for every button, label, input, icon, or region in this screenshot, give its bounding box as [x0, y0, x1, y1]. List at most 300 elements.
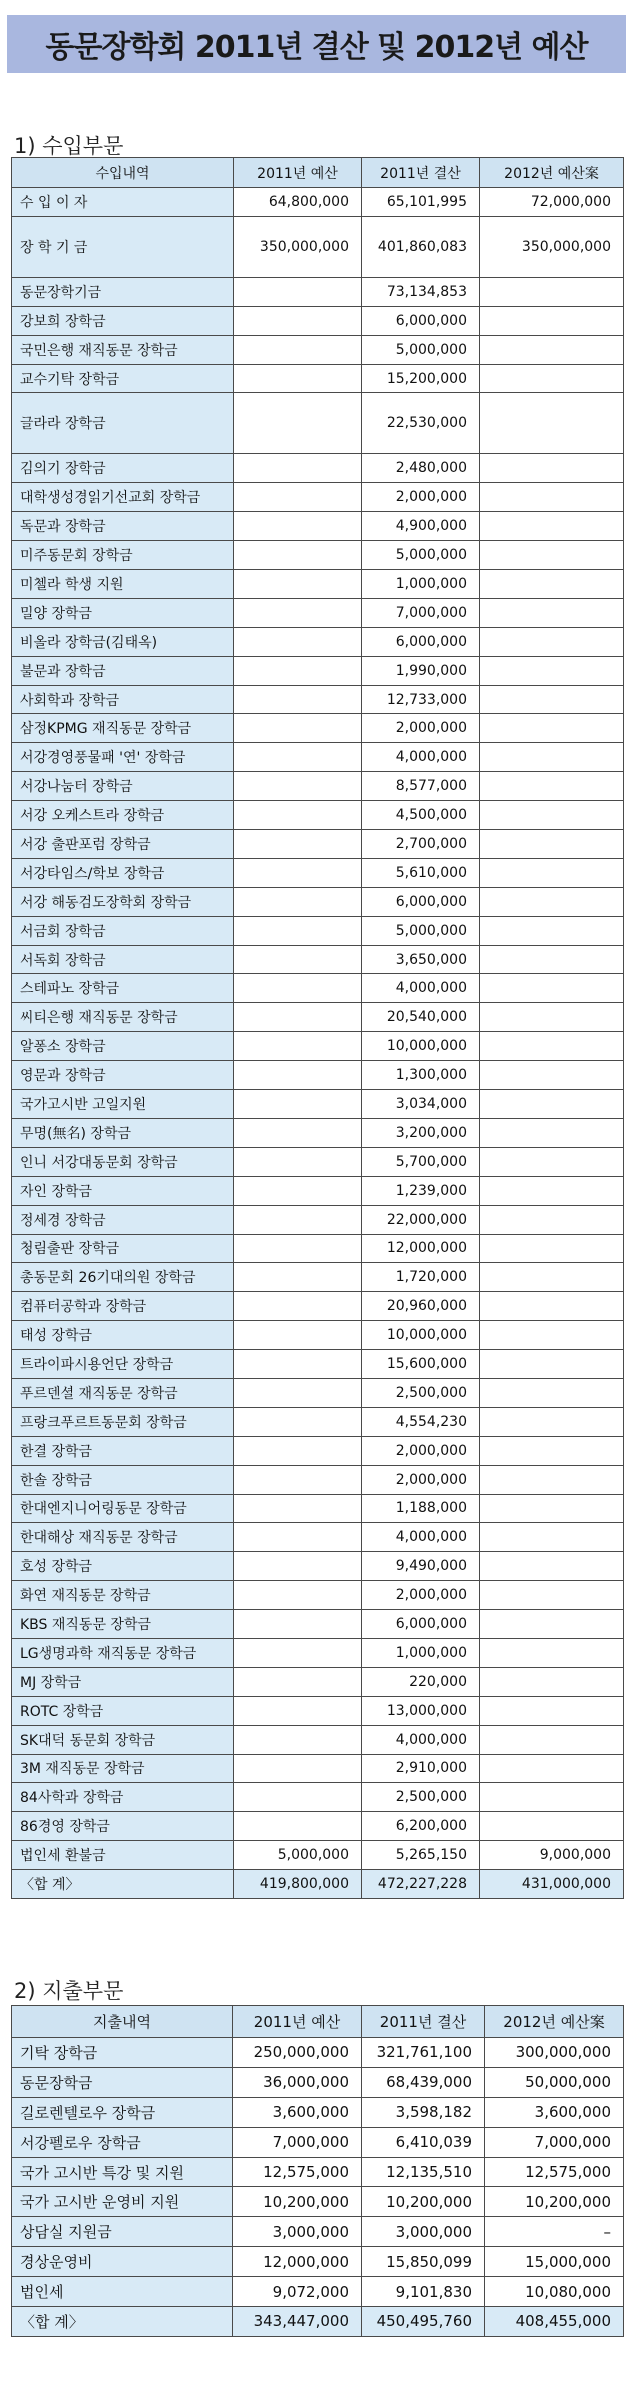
table-row — [12, 1667, 624, 1696]
settlement-2011-cell: 3,200,000 — [362, 1118, 480, 1147]
settlement-2011-cell: 2,480,000 — [362, 454, 480, 483]
row-label: 한솔 장학금 — [12, 1465, 234, 1494]
budget-2012-cell — [480, 1552, 624, 1581]
budget-2011-cell — [234, 1523, 362, 1552]
table-row — [12, 945, 624, 974]
budget-2012-cell — [480, 801, 624, 830]
budget-2012-cell — [480, 598, 624, 627]
expense-header-item: 지출내역 — [12, 2006, 233, 2038]
row-label: 씨티은행 재직동문 장학금 — [12, 1003, 234, 1032]
settlement-2011-cell: 5,265,150 — [362, 1841, 480, 1870]
settlement-2011-cell: 1,990,000 — [362, 656, 480, 685]
table-row — [12, 2038, 624, 2068]
settlement-2011-cell: 15,200,000 — [362, 364, 480, 393]
table-row — [12, 2157, 624, 2187]
table-row — [12, 1321, 624, 1350]
settlement-2011-cell: 12,000,000 — [362, 1234, 480, 1263]
budget-2012-cell — [480, 945, 624, 974]
budget-2012-cell — [480, 1263, 624, 1292]
budget-2011-cell — [234, 1350, 362, 1379]
row-label: 국가 고시반 특강 및 지원 — [12, 2157, 233, 2187]
budget-2011-cell: 250,000,000 — [233, 2038, 362, 2068]
row-label: 삼정KPMG 재직동문 장학금 — [12, 714, 234, 743]
income-header-budget-2012: 2012년 예산案 — [480, 158, 624, 188]
budget-2011-cell — [234, 1003, 362, 1032]
table-row — [12, 364, 624, 393]
budget-2012-cell — [480, 1234, 624, 1263]
table-row — [12, 1118, 624, 1147]
budget-2011-cell — [234, 1234, 362, 1263]
settlement-2011-cell: 13,000,000 — [362, 1696, 480, 1725]
row-label: ROTC 장학금 — [12, 1696, 234, 1725]
row-label: 법인세 환불금 — [12, 1841, 234, 1870]
row-label: 국민은행 재직동문 장학금 — [12, 335, 234, 364]
table-row — [12, 1841, 624, 1870]
budget-2012-cell — [480, 1118, 624, 1147]
budget-2011-cell — [234, 1783, 362, 1812]
settlement-2011-cell: 5,700,000 — [362, 1147, 480, 1176]
budget-2012-cell — [480, 772, 624, 801]
table-row — [12, 188, 624, 217]
row-label: 3M 재직동문 장학금 — [12, 1754, 234, 1783]
settlement-2011-cell: 472,227,228 — [362, 1870, 480, 1899]
table-row — [12, 1032, 624, 1061]
row-label: 서독회 장학금 — [12, 945, 234, 974]
table-row — [12, 2247, 624, 2277]
budget-2011-cell — [234, 1407, 362, 1436]
budget-2012-cell: 15,000,000 — [485, 2247, 624, 2277]
settlement-2011-cell: 65,101,995 — [362, 188, 480, 217]
table-row — [12, 1263, 624, 1292]
table-row — [12, 1205, 624, 1234]
table-row — [12, 1725, 624, 1754]
settlement-2011-cell: 22,530,000 — [362, 393, 480, 454]
budget-2012-cell — [480, 1090, 624, 1119]
row-label: 한대해상 재직동문 장학금 — [12, 1523, 234, 1552]
settlement-2011-cell: 68,439,000 — [362, 2067, 485, 2097]
budget-2011-cell: 12,000,000 — [233, 2247, 362, 2277]
budget-2012-cell: 350,000,000 — [480, 216, 624, 277]
income-header-row — [12, 158, 624, 188]
row-label: 비올라 장학금(김태옥) — [12, 627, 234, 656]
row-label: 호성 장학금 — [12, 1552, 234, 1581]
budget-2011-cell — [234, 1263, 362, 1292]
settlement-2011-cell: 1,239,000 — [362, 1176, 480, 1205]
row-label: 인니 서강대동문회 장학금 — [12, 1147, 234, 1176]
budget-2012-cell — [480, 570, 624, 599]
budget-2012-cell — [480, 1436, 624, 1465]
table-row — [12, 1234, 624, 1263]
budget-2011-cell — [234, 1378, 362, 1407]
budget-2011-cell: 64,800,000 — [234, 188, 362, 217]
row-label: 한결 장학금 — [12, 1436, 234, 1465]
table-row — [12, 1581, 624, 1610]
budget-2012-cell — [480, 1407, 624, 1436]
table-row — [12, 512, 624, 541]
income-table — [11, 157, 624, 1899]
budget-2012-cell — [480, 656, 624, 685]
budget-2011-cell — [234, 974, 362, 1003]
expense-header-budget-2012: 2012년 예산案 — [485, 2006, 624, 2038]
row-label: 기탁 장학금 — [12, 2038, 233, 2068]
budget-2011-cell: 350,000,000 — [234, 216, 362, 277]
table-row — [12, 685, 624, 714]
budget-2012-cell: 431,000,000 — [480, 1870, 624, 1899]
table-row — [12, 1754, 624, 1783]
row-label: 84사학과 장학금 — [12, 1783, 234, 1812]
budget-2012-cell: 408,455,000 — [485, 2307, 624, 2337]
budget-2011-cell — [234, 627, 362, 656]
row-label: MJ 장학금 — [12, 1667, 234, 1696]
budget-2011-cell — [234, 541, 362, 570]
budget-2011-cell — [234, 364, 362, 393]
expense-header-settlement-2011: 2011년 결산 — [362, 2006, 485, 2038]
settlement-2011-cell: 4,554,230 — [362, 1407, 480, 1436]
table-row — [12, 1696, 624, 1725]
budget-2012-cell: 50,000,000 — [485, 2067, 624, 2097]
table-row — [12, 1378, 624, 1407]
row-label: LG생명과학 재직동문 장학금 — [12, 1638, 234, 1667]
budget-2011-cell — [234, 1494, 362, 1523]
row-label: 글라라 장학금 — [12, 393, 234, 454]
settlement-2011-cell: 20,960,000 — [362, 1292, 480, 1321]
budget-2011-cell — [234, 1696, 362, 1725]
budget-2012-cell — [480, 1003, 624, 1032]
settlement-2011-cell: 1,000,000 — [362, 570, 480, 599]
table-row — [12, 1407, 624, 1436]
table-row — [12, 2067, 624, 2097]
budget-2012-cell — [480, 277, 624, 306]
budget-2012-cell: 12,575,000 — [485, 2157, 624, 2187]
settlement-2011-cell: 220,000 — [362, 1667, 480, 1696]
income-header-budget-2011: 2011년 예산 — [234, 158, 362, 188]
budget-2011-cell — [234, 916, 362, 945]
settlement-2011-cell: 20,540,000 — [362, 1003, 480, 1032]
budget-2012-cell — [480, 1176, 624, 1205]
table-row — [12, 570, 624, 599]
budget-2011-cell — [234, 1812, 362, 1841]
table-row — [12, 2217, 624, 2247]
budget-2012-cell — [480, 887, 624, 916]
row-label: 무명(無名) 장학금 — [12, 1118, 234, 1147]
table-row — [12, 483, 624, 512]
settlement-2011-cell: 4,000,000 — [362, 743, 480, 772]
table-row — [12, 1350, 624, 1379]
settlement-2011-cell: 4,000,000 — [362, 1725, 480, 1754]
settlement-2011-cell: 3,000,000 — [362, 2217, 485, 2247]
row-label: 화연 재직동문 장학금 — [12, 1581, 234, 1610]
table-row — [12, 1090, 624, 1119]
row-label: 〈합 계〉 — [12, 2307, 233, 2337]
row-label: 교수기탁 장학금 — [12, 364, 234, 393]
row-label: 서강경영풍물패 '연' 장학금 — [12, 743, 234, 772]
row-label: 밀양 장학금 — [12, 598, 234, 627]
budget-2011-cell — [234, 1061, 362, 1090]
table-row — [12, 1638, 624, 1667]
budget-2011-cell — [234, 830, 362, 859]
table-row — [12, 306, 624, 335]
budget-2011-cell — [234, 1754, 362, 1783]
budget-2011-cell — [234, 1436, 362, 1465]
settlement-2011-cell: 4,900,000 — [362, 512, 480, 541]
table-row — [12, 2277, 624, 2307]
budget-2011-cell — [234, 570, 362, 599]
budget-2012-cell — [480, 483, 624, 512]
settlement-2011-cell: 2,000,000 — [362, 1581, 480, 1610]
table-row — [12, 598, 624, 627]
table-row — [12, 2187, 624, 2217]
budget-2012-cell — [480, 1350, 624, 1379]
budget-2012-cell — [480, 541, 624, 570]
table-row — [12, 1783, 624, 1812]
settlement-2011-cell: 6,200,000 — [362, 1812, 480, 1841]
budget-2011-cell — [234, 1725, 362, 1754]
table-row — [12, 1436, 624, 1465]
table-row — [12, 1465, 624, 1494]
budget-2011-cell — [234, 1321, 362, 1350]
budget-2011-cell — [234, 1581, 362, 1610]
budget-2012-cell — [480, 1147, 624, 1176]
row-label: 86경영 장학금 — [12, 1812, 234, 1841]
budget-2012-cell — [480, 743, 624, 772]
expense-table — [11, 2005, 624, 2337]
budget-2011-cell — [234, 1667, 362, 1696]
budget-2012-cell — [480, 1610, 624, 1639]
row-label: 〈합 계〉 — [12, 1870, 234, 1899]
settlement-2011-cell: 401,860,083 — [362, 216, 480, 277]
settlement-2011-cell: 2,910,000 — [362, 1754, 480, 1783]
budget-2011-cell — [234, 598, 362, 627]
expense-table-body — [12, 2038, 624, 2337]
table-row — [12, 1610, 624, 1639]
row-label: 서강 해동검도장학회 장학금 — [12, 887, 234, 916]
settlement-2011-cell: 15,850,099 — [362, 2247, 485, 2277]
row-label: 법인세 — [12, 2277, 233, 2307]
budget-2011-cell — [234, 1552, 362, 1581]
budget-2011-cell — [234, 335, 362, 364]
settlement-2011-cell: 9,101,830 — [362, 2277, 485, 2307]
row-label: 프랑크푸르트동문회 장학금 — [12, 1407, 234, 1436]
row-label: 영문과 장학금 — [12, 1061, 234, 1090]
row-label: 서강 오케스트라 장학금 — [12, 801, 234, 830]
budget-2012-cell — [480, 1494, 624, 1523]
settlement-2011-cell: 5,000,000 — [362, 335, 480, 364]
settlement-2011-cell: 8,577,000 — [362, 772, 480, 801]
budget-2012-cell — [480, 1523, 624, 1552]
settlement-2011-cell: 6,000,000 — [362, 1610, 480, 1639]
budget-2012-cell — [480, 512, 624, 541]
budget-2012-cell — [480, 1696, 624, 1725]
table-row — [12, 656, 624, 685]
table-row — [12, 1523, 624, 1552]
budget-2012-cell: – — [485, 2217, 624, 2247]
budget-2011-cell: 343,447,000 — [233, 2307, 362, 2337]
budget-2011-cell — [234, 1147, 362, 1176]
budget-2011-cell — [234, 483, 362, 512]
row-label: 청림출판 장학금 — [12, 1234, 234, 1263]
budget-2012-cell — [480, 1754, 624, 1783]
budget-2011-cell — [234, 945, 362, 974]
income-total-row — [12, 1870, 624, 1899]
settlement-2011-cell: 1,300,000 — [362, 1061, 480, 1090]
table-row — [12, 858, 624, 887]
budget-2011-cell: 9,072,000 — [233, 2277, 362, 2307]
table-row — [12, 974, 624, 1003]
settlement-2011-cell: 10,000,000 — [362, 1321, 480, 1350]
budget-2012-cell — [480, 1465, 624, 1494]
row-label: 한대엔지니어링동문 장학금 — [12, 1494, 234, 1523]
budget-2012-cell — [480, 1032, 624, 1061]
settlement-2011-cell: 10,200,000 — [362, 2187, 485, 2217]
table-row — [12, 1176, 624, 1205]
budget-2011-cell — [234, 743, 362, 772]
budget-2012-cell — [480, 1378, 624, 1407]
budget-2012-cell — [480, 306, 624, 335]
table-row — [12, 541, 624, 570]
table-row — [12, 1147, 624, 1176]
settlement-2011-cell: 5,000,000 — [362, 916, 480, 945]
row-label: 동문장학기금 — [12, 277, 234, 306]
row-label: 푸르덴셜 재직동문 장학금 — [12, 1378, 234, 1407]
budget-2011-cell: 3,000,000 — [233, 2217, 362, 2247]
row-label: 알퐁소 장학금 — [12, 1032, 234, 1061]
budget-2011-cell — [234, 1118, 362, 1147]
settlement-2011-cell: 22,000,000 — [362, 1205, 480, 1234]
row-label: 김의기 장학금 — [12, 454, 234, 483]
row-label: 미주동문회 장학금 — [12, 541, 234, 570]
table-row — [12, 772, 624, 801]
budget-2011-cell — [234, 887, 362, 916]
row-label: 서강펠로우 장학금 — [12, 2127, 233, 2157]
settlement-2011-cell: 7,000,000 — [362, 598, 480, 627]
budget-2012-cell — [480, 1321, 624, 1350]
budget-2012-cell — [480, 830, 624, 859]
table-row — [12, 335, 624, 364]
row-label: 국가고시반 고일지원 — [12, 1090, 234, 1119]
budget-2012-cell — [480, 1667, 624, 1696]
table-row — [12, 1552, 624, 1581]
settlement-2011-cell: 2,000,000 — [362, 483, 480, 512]
settlement-2011-cell: 3,598,182 — [362, 2097, 485, 2127]
table-row — [12, 454, 624, 483]
table-row — [12, 1003, 624, 1032]
budget-2012-cell — [480, 364, 624, 393]
budget-2012-cell: 72,000,000 — [480, 188, 624, 217]
table-row — [12, 1061, 624, 1090]
settlement-2011-cell: 450,495,760 — [362, 2307, 485, 2337]
settlement-2011-cell: 2,700,000 — [362, 830, 480, 859]
row-label: 미첼라 학생 지원 — [12, 570, 234, 599]
budget-2011-cell — [234, 801, 362, 830]
row-label: 강보희 장학금 — [12, 306, 234, 335]
row-label: 장 학 기 금 — [12, 216, 234, 277]
budget-2011-cell: 419,800,000 — [234, 1870, 362, 1899]
budget-2011-cell — [234, 1090, 362, 1119]
row-label: 태성 장학금 — [12, 1321, 234, 1350]
budget-2012-cell — [480, 974, 624, 1003]
budget-2012-cell — [480, 714, 624, 743]
budget-2012-cell — [480, 1061, 624, 1090]
settlement-2011-cell: 2,000,000 — [362, 1436, 480, 1465]
table-row — [12, 801, 624, 830]
budget-2011-cell — [234, 1465, 362, 1494]
budget-2012-cell — [480, 858, 624, 887]
budget-2012-cell: 7,000,000 — [485, 2127, 624, 2157]
budget-2011-cell: 36,000,000 — [233, 2067, 362, 2097]
settlement-2011-cell: 6,000,000 — [362, 306, 480, 335]
table-row — [12, 393, 624, 454]
budget-2011-cell — [234, 772, 362, 801]
budget-2012-cell: 9,000,000 — [480, 1841, 624, 1870]
settlement-2011-cell: 3,650,000 — [362, 945, 480, 974]
expense-section-title: 2) 지출부문 — [14, 1979, 124, 2003]
row-label: 정세경 장학금 — [12, 1205, 234, 1234]
row-label: 서강타임스/학보 장학금 — [12, 858, 234, 887]
budget-2012-cell — [480, 335, 624, 364]
settlement-2011-cell: 12,135,510 — [362, 2157, 485, 2187]
table-row — [12, 2097, 624, 2127]
row-label: 스테파노 장학금 — [12, 974, 234, 1003]
budget-2012-cell — [480, 454, 624, 483]
settlement-2011-cell: 321,761,100 — [362, 2038, 485, 2068]
row-label: 길로렌텔로우 장학금 — [12, 2097, 233, 2127]
row-label: 수 입 이 자 — [12, 188, 234, 217]
table-row — [12, 2127, 624, 2157]
row-label: 동문장학금 — [12, 2067, 233, 2097]
settlement-2011-cell: 9,490,000 — [362, 1552, 480, 1581]
settlement-2011-cell: 5,000,000 — [362, 541, 480, 570]
table-row — [12, 830, 624, 859]
table-row — [12, 1812, 624, 1841]
budget-2011-cell — [234, 512, 362, 541]
table-row — [12, 277, 624, 306]
expense-total-row — [12, 2307, 624, 2337]
budget-2011-cell — [234, 714, 362, 743]
income-header-settlement-2011: 2011년 결산 — [362, 158, 480, 188]
row-label: 상담실 지원금 — [12, 2217, 233, 2247]
budget-2011-cell — [234, 1032, 362, 1061]
settlement-2011-cell: 2,000,000 — [362, 714, 480, 743]
budget-2012-cell — [480, 1292, 624, 1321]
settlement-2011-cell: 1,000,000 — [362, 1638, 480, 1667]
budget-2011-cell — [234, 393, 362, 454]
settlement-2011-cell: 6,000,000 — [362, 627, 480, 656]
budget-2011-cell: 12,575,000 — [233, 2157, 362, 2187]
budget-2011-cell — [234, 306, 362, 335]
budget-2012-cell — [480, 627, 624, 656]
row-label: 서금회 장학금 — [12, 916, 234, 945]
income-table-body — [12, 188, 624, 1899]
budget-2012-cell — [480, 1638, 624, 1667]
budget-2011-cell — [234, 454, 362, 483]
budget-2012-cell: 10,080,000 — [485, 2277, 624, 2307]
budget-2011-cell — [234, 1638, 362, 1667]
row-label: 국가 고시반 운영비 지원 — [12, 2187, 233, 2217]
row-label: 자인 장학금 — [12, 1176, 234, 1205]
row-label: 총동문회 26기대의원 장학금 — [12, 1263, 234, 1292]
budget-2012-cell — [480, 685, 624, 714]
page-title: 동문장학회 2011년 결산 및 2012년 예산 — [7, 15, 626, 73]
budget-2011-cell: 7,000,000 — [233, 2127, 362, 2157]
settlement-2011-cell: 2,000,000 — [362, 1465, 480, 1494]
settlement-2011-cell: 4,500,000 — [362, 801, 480, 830]
settlement-2011-cell: 15,600,000 — [362, 1350, 480, 1379]
settlement-2011-cell: 1,720,000 — [362, 1263, 480, 1292]
budget-2012-cell — [480, 1581, 624, 1610]
budget-2011-cell — [234, 1205, 362, 1234]
budget-2011-cell — [234, 1610, 362, 1639]
expense-header-row — [12, 2006, 624, 2038]
